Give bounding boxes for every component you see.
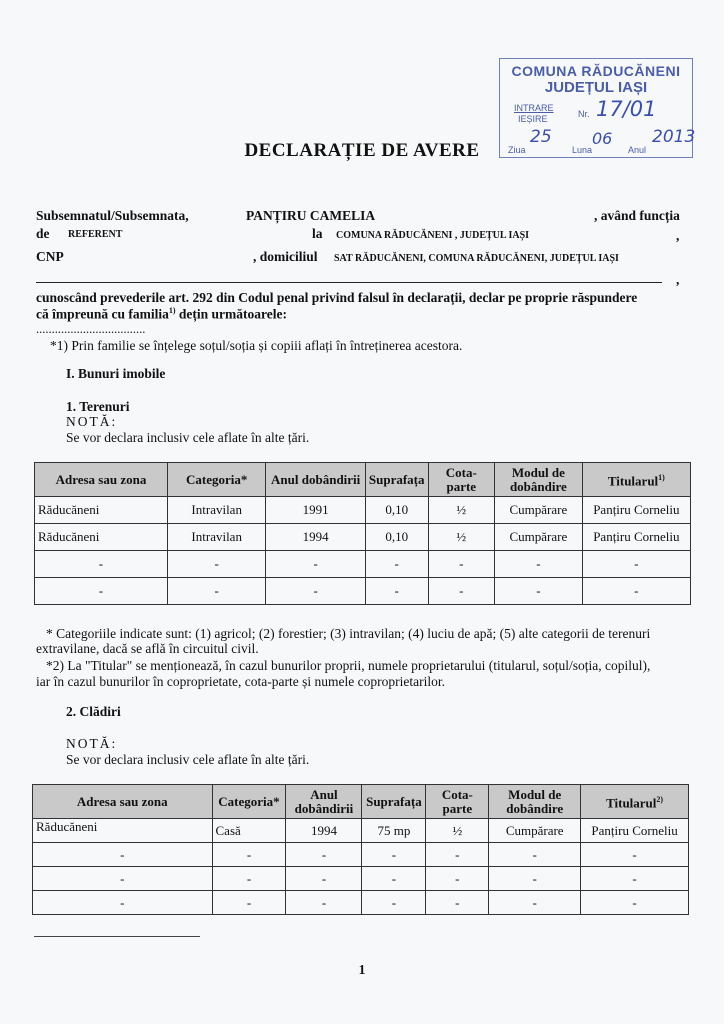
section-bunuri-imobile: I. Bunuri imobile — [66, 366, 166, 381]
de-label: de — [36, 226, 50, 241]
cell-adresa: - — [35, 551, 168, 578]
col-header-categoria: Categoria* — [167, 463, 266, 497]
stamp-commune: COMUNA RĂDUCĂNENI — [511, 63, 681, 79]
nota-text-1: Se vor declara inclusiv cele aflate în alte țări. — [66, 430, 310, 445]
col-header-titular: Titularul$^{1)}$ — [582, 463, 690, 497]
cell-titular: - — [581, 843, 689, 867]
col-header-anul: Anul dobândirii — [266, 463, 365, 497]
family-footnote: *1) Prin familie se înțelege soțul/soția și copiii aflați în întreținerea acestora. — [50, 338, 463, 353]
cell-cota: - — [428, 551, 495, 578]
stamp-county: JUDEȚUL IAȘI — [544, 79, 648, 96]
cell-modul: Cumpărare — [495, 497, 583, 524]
cell-titular: Panțiru Corneliu — [582, 524, 690, 551]
cell-modul: Cumpărare — [495, 524, 583, 551]
col-header-suprafata: Suprafața — [362, 785, 426, 819]
page-number: 1 — [358, 962, 366, 977]
declarant-name: PANȚIRU CAMELIA — [246, 208, 376, 223]
cell-modul: - — [495, 551, 583, 578]
cell-suprafata: 0,10 — [365, 524, 428, 551]
subsection-terenuri: 1. Terenuri — [66, 399, 130, 414]
cell-categoria: - — [212, 867, 286, 891]
cell-suprafata: 0,10 — [365, 497, 428, 524]
cell-adresa: Răducăneni — [35, 524, 168, 551]
table-row — [35, 551, 691, 578]
functia-value: REFERENT — [68, 229, 123, 240]
stamp-month-label: Luna — [572, 145, 593, 155]
col-header-suprafata: Suprafața — [365, 463, 428, 497]
intro-dots: ................................... — [36, 322, 146, 336]
cell-categoria: Casă — [212, 819, 286, 843]
table-row — [35, 524, 691, 551]
cell-anul: - — [286, 867, 362, 891]
col-header-titular: Titularul$^{2)}$ — [581, 785, 689, 819]
cell-categoria: - — [167, 551, 266, 578]
domiciliul-label: , domiciliul — [253, 249, 318, 264]
cell-cota: - — [426, 891, 489, 915]
cell-titular: Panțiru Corneliu — [582, 497, 690, 524]
col-header-modul: Modul de dobândire — [495, 463, 583, 497]
titular-note-line-2: iar în cazul bunurilor în coproprietate, cota-parte și numele coproprietarilor. — [36, 674, 445, 689]
cell-anul: - — [266, 578, 365, 605]
cell-cota: ½ — [428, 524, 495, 551]
cell-cota: ½ — [428, 497, 495, 524]
table-header-row — [35, 463, 691, 497]
stamp-day-label: Ziua — [508, 145, 526, 155]
table-row — [33, 819, 689, 843]
stamp-year-label: Anul — [628, 145, 647, 155]
nota-label-2: NOTĂ: — [66, 736, 118, 751]
stamp-day-value: 25 — [530, 127, 552, 147]
col-header-modul: Modul de dobândire — [489, 785, 581, 819]
cell-modul: - — [489, 891, 581, 915]
cell-anul: - — [286, 891, 362, 915]
table-row — [33, 891, 689, 915]
cell-cota: - — [426, 843, 489, 867]
table-row — [35, 497, 691, 524]
cell-suprafata: - — [365, 551, 428, 578]
cell-suprafata: - — [365, 578, 428, 605]
intro-line-2: că împreună cu familia$^{1)}$ dețin următoarele: — [36, 306, 288, 322]
document-title: DECLARAȚIE DE AVERE — [244, 140, 480, 161]
cell-modul: Cumpărare — [489, 819, 581, 843]
identity-underline — [36, 282, 662, 283]
cell-categoria: - — [212, 891, 286, 915]
cell-modul: - — [489, 843, 581, 867]
cell-anul: 1994 — [266, 524, 365, 551]
table-row — [33, 867, 689, 891]
cell-categoria: Intravilan — [167, 524, 266, 551]
cell-anul: - — [286, 843, 362, 867]
col-header-anul: Anul dobândirii — [286, 785, 362, 819]
cell-adresa: Răducăneni — [35, 497, 168, 524]
subsemnatul-label: Subsemnatul/Subsemnata, — [36, 208, 189, 223]
avand-functia-label: , având funcția — [594, 208, 680, 223]
cell-titular: - — [581, 891, 689, 915]
cell-titular: Panțiru Corneliu — [581, 819, 689, 843]
nota-label-1: NOTĂ: — [66, 414, 118, 429]
cell-modul: - — [489, 867, 581, 891]
cell-cota: ½ — [426, 819, 489, 843]
cell-titular: - — [581, 867, 689, 891]
domiciliul-value: SAT RĂDUCĂNENI, COMUNA RĂDUCĂNENI, JUDEȚUL IAȘI — [334, 253, 619, 264]
la-label: la — [312, 226, 323, 241]
cell-adresa: - — [33, 843, 213, 867]
cell-anul: 1994 — [286, 819, 362, 843]
cell-cota: - — [426, 867, 489, 891]
cell-adresa: Răducăneni — [33, 819, 213, 843]
cell-suprafata: - — [362, 891, 426, 915]
cell-titular: - — [582, 578, 690, 605]
subsection-cladiri: 2. Clădiri — [66, 704, 121, 719]
categorii-note-line-1: * Categoriile indicate sunt: (1) agricol; (2) forestier; (3) intravilan; (4) luciu de apă; (5) alte categorii de terenuri — [46, 626, 651, 641]
stamp-year-value: 2013 — [652, 127, 696, 147]
comma-2: , — [676, 272, 680, 287]
cell-adresa: - — [33, 867, 213, 891]
cell-adresa: - — [35, 578, 168, 605]
stamp-nr-label: Nr. — [578, 109, 590, 119]
cell-anul: - — [266, 551, 365, 578]
col-header-cota: Cota-parte — [426, 785, 489, 819]
cell-suprafata: - — [362, 843, 426, 867]
cell-anul: 1991 — [266, 497, 365, 524]
cell-categoria: - — [167, 578, 266, 605]
stamp-nr-value: 17/01 — [596, 97, 657, 121]
cell-suprafata: - — [362, 867, 426, 891]
cladiri-table — [32, 784, 689, 915]
institutia-value: COMUNA RĂDUCĂNENI , JUDEȚUL IAȘI — [336, 230, 530, 241]
cell-modul: - — [495, 578, 583, 605]
categorii-note-line-2: extravilane, dacă se află în circuitul civil. — [36, 641, 259, 656]
cell-titular: - — [582, 551, 690, 578]
col-header-categoria: Categoria* — [212, 785, 286, 819]
comma-1: , — [676, 228, 680, 243]
cell-categoria: - — [212, 843, 286, 867]
cnp-label: CNP — [36, 249, 64, 264]
table-header-row — [33, 785, 689, 819]
stamp-iesire: IEȘIRE — [518, 114, 548, 124]
cell-cota: - — [428, 578, 495, 605]
col-header-cota: Cota-parte — [428, 463, 495, 497]
nota-text-2: Se vor declara inclusiv cele aflate în alte țări. — [66, 752, 310, 767]
titular-note-line-1: *2) La "Titular" se menționează, în cazul bunurilor proprii, numele proprietarului (titularul, soțul/soția, copilul), — [46, 658, 651, 673]
footnote-separator — [34, 936, 200, 937]
table-row — [33, 843, 689, 867]
stamp-month-value: 06 — [592, 129, 613, 148]
terenuri-table — [34, 462, 691, 605]
col-header-adresa: Adresa sau zona — [35, 463, 168, 497]
cell-suprafata: 75 mp — [362, 819, 426, 843]
cell-categoria: Intravilan — [167, 497, 266, 524]
stamp-intrare: INTRARE — [514, 103, 554, 113]
intro-line-1: cunoscând prevederile art. 292 din Codul penal privind falsul în declarații, declar pe proprie răspundere — [36, 290, 638, 305]
col-header-adresa: Adresa sau zona — [33, 785, 213, 819]
cell-adresa: - — [33, 891, 213, 915]
table-row — [35, 578, 691, 605]
